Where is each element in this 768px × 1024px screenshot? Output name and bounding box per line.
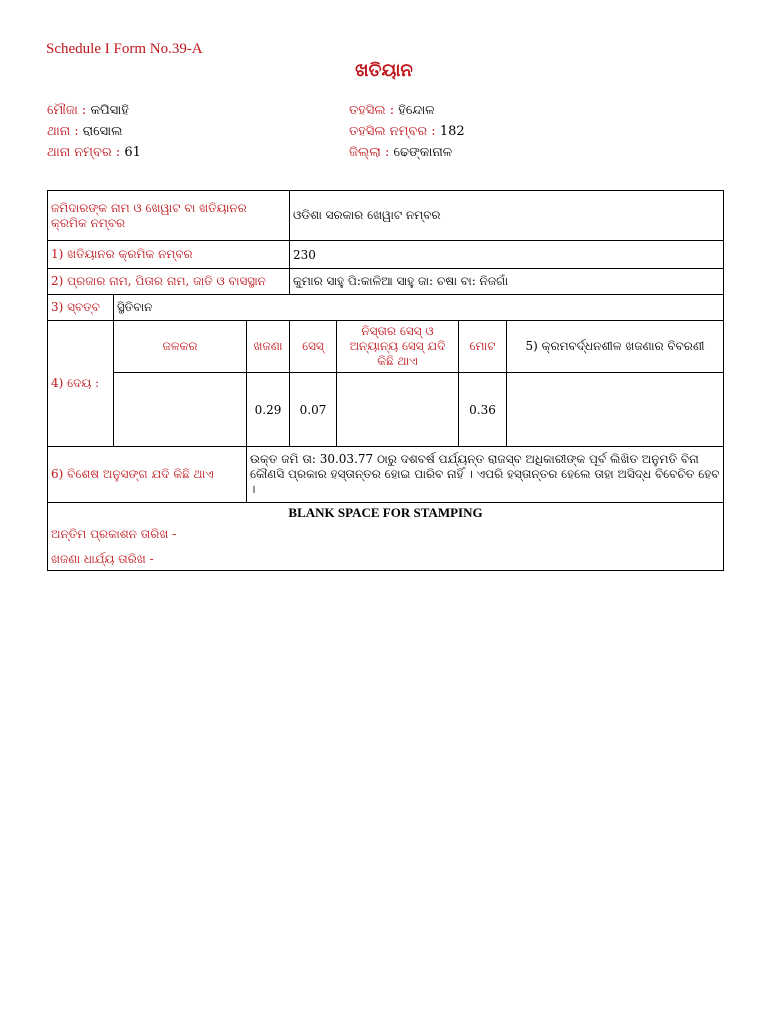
- stamping-row: [48, 503, 724, 571]
- mouza-label: ମୌଜା :: [47, 103, 87, 118]
- mouza-value: କପିସାହି: [90, 103, 129, 118]
- tahasil-no-value: 182: [439, 124, 465, 139]
- khatiyan-table: [47, 190, 724, 571]
- tenant-value: କୁମାର ସାହୁ ପି:କାଳିଆ ସାହୁ ଜା: ଚଷା ବା: ନିଜଗାଁ: [290, 269, 724, 295]
- rent-fixation-date: ଖଜଣା ଧାର୍ଯ୍ୟ ତାରିଖ -: [51, 552, 154, 566]
- special-label: 6) ବିଶେଷ ଅନୁସଙ୍ଗ ଯଦି କିଛି ଥାଏ: [48, 447, 247, 503]
- khatiyan-label: 1) ଖତିୟାନର କ୍ରମିକ ନମ୍ବର: [48, 241, 290, 269]
- thana-label: ଥାନା :: [47, 124, 79, 139]
- thana-no-value: 61: [124, 145, 141, 160]
- table-row: [48, 295, 724, 321]
- special-value: ଉକ୍ତ ଜମି ତା: 30.03.77 ଠାରୁ ଦଶବର୍ଷ ପର୍ଯ୍ୟନ୍ତ ରାଜସ୍ବ ଅଧିକାରୀଙ୍କ ପୂର୍ବ ଲିଖିତ ଅନୁମତି ବିନା କୌଣସି ପ୍ରକାର ହସ୍ତାନ୍ତର ହୋଇ ପାରିବ ନାହିଁ । ଏପରି ହସ୍ତାନ୍ତର ହେଲେ ତାହା ଅସିଦ୍ଧ ବିବେଚିତ ହେବ ।: [247, 447, 724, 503]
- right-label: 3) ସ୍ବତ୍ବ: [48, 295, 114, 321]
- col-khajana: ଖଜଣା: [247, 321, 290, 373]
- tahasil-no-label: ତହସିଲ ନମ୍ବର :: [349, 124, 436, 139]
- khatiyan-value: 230: [290, 241, 724, 269]
- col-total: ମୋଟ: [459, 321, 507, 373]
- thana-value: ରାସୋଲ: [82, 124, 123, 139]
- district-value: ଢେଙ୍କାନାଳ: [393, 145, 453, 160]
- tahasil-value: ହିନ୍ଦୋଳ: [398, 103, 435, 118]
- right-value: ସ୍ଥିତିବାନ: [114, 295, 724, 321]
- table-row: [48, 269, 724, 295]
- col-cess: ସେସ୍: [290, 321, 337, 373]
- table-row: [48, 191, 724, 241]
- val-progressive: [507, 373, 724, 447]
- col-jalkar: ଜଳକର: [114, 321, 247, 373]
- table-row: [48, 373, 724, 447]
- col-progressive: 5) କ୍ରମବର୍ଦ୍ଧନଶୀଳ ଖଜଣାର ବିବରଣୀ: [507, 321, 724, 373]
- final-publication-date: ଅନ୍ତିମ ପ୍ରକାଶନ ତାରିଖ -: [51, 527, 177, 541]
- page-title: ଖତିୟାନ: [355, 60, 413, 81]
- tahasil-no-row: [349, 124, 465, 139]
- val-cess: 0.07: [290, 373, 337, 447]
- val-khajana: 0.29: [247, 373, 290, 447]
- thana-no-row: [47, 145, 141, 160]
- owner-label: ଜମିଦାରଙ୍କ ନାମ ଓ ଖେୱାଟ ବା ଖତିୟାନର କ୍ରମିକ ନମ୍ବର: [48, 191, 290, 241]
- table-row: [48, 241, 724, 269]
- district-label: ଜିଲ୍ଲା :: [349, 145, 390, 160]
- val-other-cess: [337, 373, 459, 447]
- tahasil-label: ତହସିଲ :: [349, 103, 395, 118]
- thana-row: [47, 124, 122, 139]
- owner-value: ଓଡିଶା ସରକାର ଖେୱାଟ ନମ୍ବର: [290, 191, 724, 241]
- table-row: [48, 321, 724, 373]
- mouza-row: [47, 103, 129, 118]
- col-other-cess: ନିସ୍ତାର ସେସ୍ ଓ ଅନ୍ୟାନ୍ୟ ସେସ୍ ଯଦି କିଛି ଥାଏ: [337, 321, 459, 373]
- district-row: [349, 145, 452, 160]
- thana-no-label: ଥାନା ନମ୍ବର :: [47, 145, 121, 160]
- tahasil-row: [349, 103, 435, 118]
- stamping-cell: [48, 503, 724, 571]
- stamp-title: BLANK SPACE FOR STAMPING: [288, 505, 483, 520]
- val-total: 0.36: [459, 373, 507, 447]
- val-jalkar: [114, 373, 247, 447]
- payable-label: 4) ଦେୟ :: [48, 321, 114, 447]
- tenant-label: 2) ପ୍ରଜାର ନାମ, ପିତାର ନାମ, ଜାତି ଓ ବାସସ୍ଥାନ: [48, 269, 290, 295]
- form-number: Schedule I Form No.39-A: [46, 41, 203, 57]
- table-row: [48, 447, 724, 503]
